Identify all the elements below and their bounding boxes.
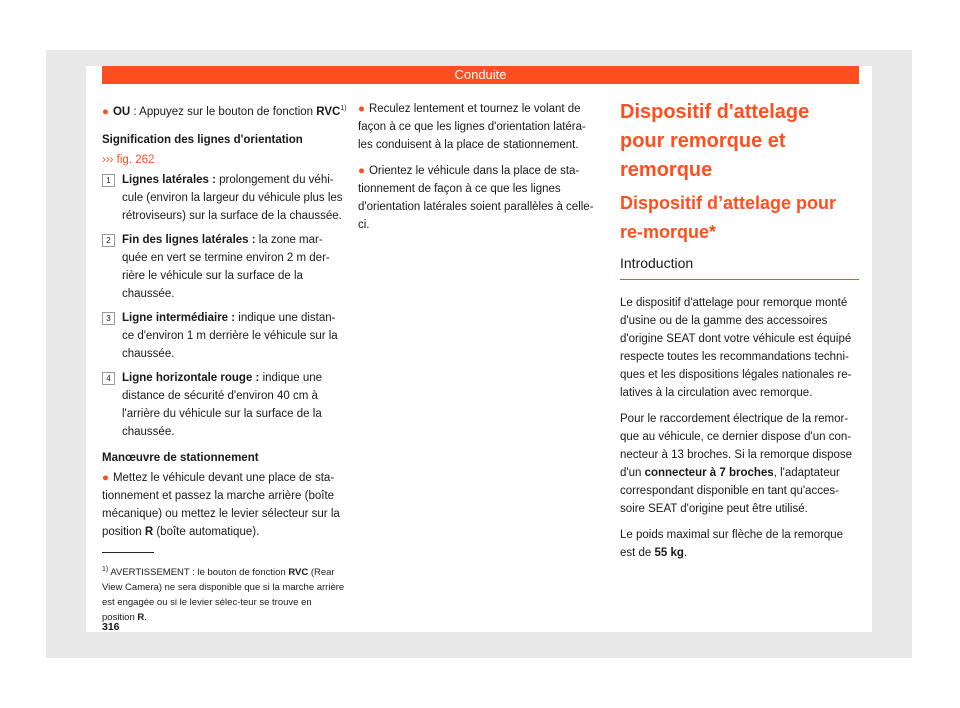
- right-column: [620, 98, 859, 570]
- footnote-divider: [102, 552, 154, 553]
- subsection-title: Introduction: [620, 253, 859, 280]
- figure-reference[interactable]: ››› fig. 262: [102, 153, 155, 166]
- orient-bullet: ● Orientez le véhicule dans la place de sta-tionnement de façon à ce que les lignes d'orientation latérales soient parallèles à celle-ci.: [358, 165, 594, 231]
- section-header: Conduite: [102, 66, 859, 84]
- intro-paragraph: Le dispositif d'attelage pour remorque monté d'usine ou de la gamme des accessoires d'origine SEAT dont votre véhicule est équipé respecte toutes les recommandations techni-ques et les dispositions légales nationales re-latives à la circulation avec remorque.: [620, 297, 852, 399]
- weight-paragraph: Le poids maximal sur flèche de la remorque est de 55 kg.: [620, 529, 844, 559]
- callout-number: 1: [102, 174, 115, 187]
- bullet-icon: ●: [102, 105, 109, 118]
- bullet-icon: ●: [358, 103, 365, 115]
- footnote: $^{1)}$ AVERTISSEMENT : le bouton de fonction RVC (Rear View Camera) ne sera disponible que si la marche arrière est engagée ou si le levier sélec-teur se trouve en position R.: [102, 566, 345, 624]
- callout-number: 3: [102, 312, 115, 325]
- page-number: 316: [102, 621, 120, 633]
- orientation-item-2: 2 Fin des lignes latérales : la zone mar-quée en vert se termine environ 2 m der-rière le véhicule sur la surface de la chaussée.: [102, 231, 347, 303]
- orientation-item-3: 3 Ligne intermédiaire : indique une distan-ce d'environ 1 m derrière le véhicule sur la chaussée.: [102, 309, 347, 363]
- chapter-title: Dispositif d'attelage pour remorque et remorque: [620, 101, 810, 181]
- callout-number: 4: [102, 372, 115, 385]
- parking-heading: Manœuvre de stationnement: [102, 451, 259, 464]
- orientation-item-1: 1 Lignes latérales : prolongement du véhi-cule (environ la largeur du véhicule plus les rétroviseurs) sur la surface de la chaussée.: [102, 171, 347, 225]
- lines-heading: Signification des lignes d'orientation: [102, 133, 303, 146]
- ou-bullet: ● OU : Appuyez sur le bouton de fonction RVC$^{1)}$: [102, 105, 347, 118]
- bullet-icon: ●: [358, 165, 365, 177]
- connector-paragraph: Pour le raccordement électrique de la remor-que au véhicule, ce dernier dispose d'un con-necteur à 13 broches. Si la remorque dispose d'un connecteur à 7 broches, l'adaptateur correspondant disponible en tant qu'acces-soire SEAT d'origine peut être utilisé.: [620, 413, 853, 515]
- middle-column: [358, 100, 596, 242]
- parking-bullet-1: ● Mettez le véhicule devant une place de sta-tionnement et passez la marche arrière (boîte mécanique) ou mettez le levier sélecteur sur la position R (boîte automatique).: [102, 471, 340, 538]
- left-column: [102, 100, 347, 549]
- reverse-bullet: ● Reculez lentement et tournez le volant de façon à ce que les lignes d'orientation latéra-les conduisent à la place de stationnement.: [358, 103, 586, 151]
- section-title: Dispositif d’attelage pour re-morque*: [620, 193, 837, 242]
- orientation-item-4: 4 Ligne horizontale rouge : indique une distance de sécurité d'environ 40 cm à l'arrière du véhicule sur la surface de la chaussée.: [102, 369, 347, 441]
- bullet-icon: ●: [102, 471, 109, 484]
- callout-number: 2: [102, 234, 115, 247]
